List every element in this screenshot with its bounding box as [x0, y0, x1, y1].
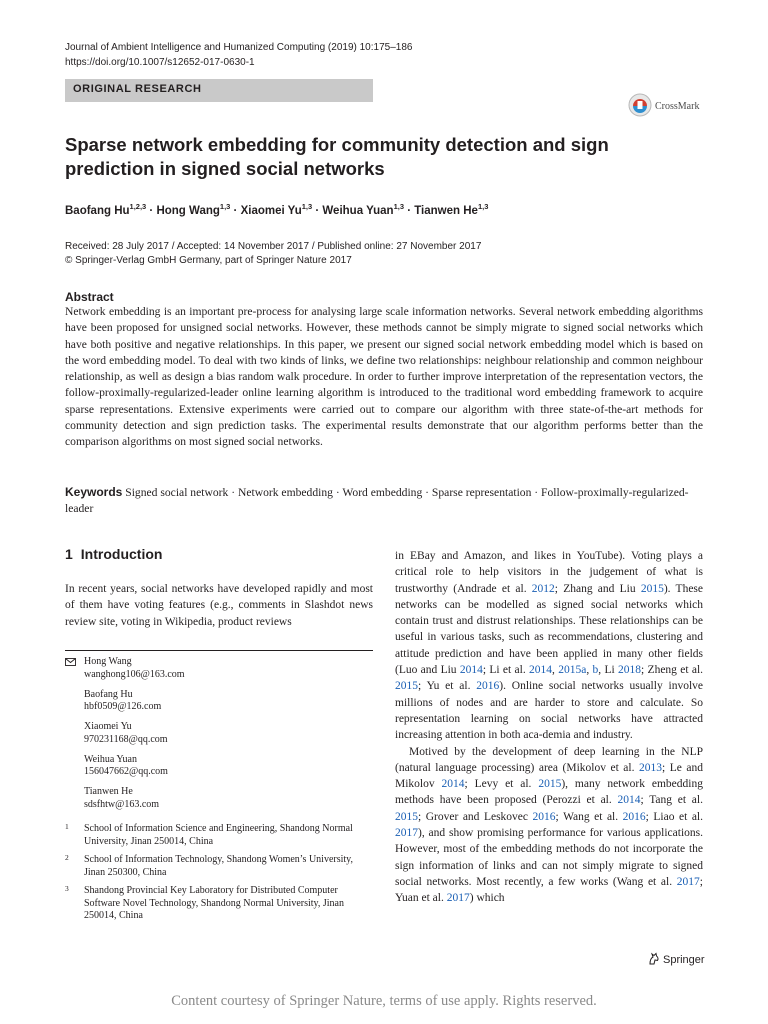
contact-name: Baofang Hu [84, 688, 133, 700]
citation-link[interactable]: 2016 [476, 680, 500, 693]
affiliation-number: 3 [65, 884, 69, 893]
affiliation-number: 2 [65, 853, 69, 862]
contact-email[interactable]: wanghong106@163.com [84, 668, 185, 680]
crossmark-icon [628, 93, 652, 117]
body-text: ; Liao et al. [645, 810, 703, 823]
author-name[interactable]: Tianwen He [414, 204, 478, 217]
publication-dates [65, 240, 481, 268]
keywords-label: Keywords [65, 485, 123, 499]
contact-entry [65, 721, 185, 746]
affiliation-entry [65, 885, 365, 923]
contact-email[interactable]: sdsfhtw@163.com [84, 798, 160, 810]
citation-link[interactable]: 2014 [459, 664, 483, 677]
doi-link[interactable]: https://doi.org/10.1007/s12652-017-0630-1 [65, 57, 255, 68]
intro-paragraph [395, 548, 703, 744]
author-affiliation-mark: 1,3 [301, 202, 313, 211]
affiliation-number: 1 [65, 822, 69, 831]
intro-left-paragraph: In recent years, social networks have developed rapidly and most of them have voting features (e.g., comments in Slashdot news review site, voting in Wikipedia, product reviews [65, 583, 373, 628]
contact-email[interactable]: 970231168@qq.com [84, 733, 168, 745]
section-title: Introduction [80, 546, 163, 562]
body-text: ), and show promising performance for various applications. However, most of the embedding methods do not incorporate the sign information of links and can not simply migrate to signed social networks. Most recently, a few works (Wang et al. [395, 827, 703, 888]
body-text: ) which [469, 892, 505, 905]
body-text: ; Yuan et al. [395, 875, 703, 905]
contact-email[interactable]: hbf0509@126.com [84, 701, 162, 712]
body-text: ). Online social networks usually involve millions of nodes and are harder to store and calculate. So representation learning on social networks have attracted increasing attention in both aca-demia and industry. [395, 680, 704, 742]
affiliation-text: Shandong Provincial Key Laboratory for Distributed Computer Software Novel Technology, Shandong Normal University, Jinan 250014, China [84, 885, 344, 921]
publisher-name: Springer [663, 954, 705, 966]
section-heading-introduction [65, 546, 162, 562]
author-name[interactable]: Baofang Hu [65, 204, 130, 217]
contact-entry [65, 754, 185, 779]
citation-link[interactable]: 2014 [529, 664, 553, 677]
author-separator: · [404, 204, 415, 217]
envelope-icon [65, 658, 76, 666]
affiliation-entry [65, 854, 365, 879]
title-line: Sparse network embedding for community detection and sign [65, 134, 609, 155]
crossmark-badge[interactable] [628, 93, 708, 119]
citation-link[interactable]: 2015 [538, 778, 562, 791]
body-text: ; Le and Mikolov [395, 761, 703, 791]
crossmark-label: CrossMark [655, 101, 700, 112]
author-affiliation-mark: 1,3 [219, 202, 231, 211]
body-text: ; Grover and Leskovec [418, 810, 533, 823]
body-text: ; Zhang and Liu [554, 582, 641, 595]
author-affiliation-mark: 1,3 [477, 202, 489, 211]
body-text: ). These networks can be modelled as signed social networks which contain trust and distrust relationships. These relationships can be useful in various tasks, such as recommendations, clustering and attitude prediction and have been applied in many other fields (Luo and Liu [395, 582, 704, 677]
section-number: 1 [65, 546, 73, 562]
journal-header [65, 40, 412, 70]
body-text: ; Zheng et al. [641, 664, 704, 677]
title-line: prediction in signed social networks [65, 158, 385, 179]
citation-link[interactable]: 2015a [558, 664, 587, 677]
citation-link[interactable]: 2016 [622, 810, 646, 823]
citation-link[interactable]: 2014 [441, 778, 465, 791]
keywords-list: Signed social network · Network embedding · Word embedding · Sparse representation · Follow-proximally-regularized-leader [65, 486, 689, 516]
body-text: in EBay and Amazon, and likes in YouTube). Voting plays a critical role to help visitors in the judgement of what is trustworthy (Andrade et al. [395, 550, 703, 595]
citation-link[interactable]: b [592, 664, 599, 677]
citation-link[interactable]: 2012 [531, 582, 555, 595]
intro-paragraph [395, 744, 703, 907]
contact-entry [65, 689, 185, 714]
body-text: ; Yu et al. [418, 680, 477, 693]
body-text: , [586, 664, 593, 677]
article-title [65, 133, 665, 181]
author-list [65, 202, 488, 217]
body-text: , Li [598, 664, 619, 677]
article-type-label: ORIGINAL RESEARCH [73, 83, 202, 95]
copyright-notice: © Springer-Verlag GmbH Germany, part of Springer Nature 2017 [65, 255, 352, 266]
springer-logo [648, 952, 705, 966]
abstract-text: Network embedding is an important pre-process for analysing large scale information networks. Several network embedding algorithms have been proposed for unsigned social networks. However, these methods cannot be simply migrate to signed social networks which have both positive and negative relationships. In this paper, we present our signed social network embedding model which is based on the word embedding model. To deal with two kinds of links, we define two relationships: neighbour relationship and common neighbour relationship, as well as design a bias random walk procedure. In order to further improve interpretation of the representation vectors, the follow-proximally-regularized-leader online learning algorithm is introduced to the traditional word embedding framework to acquire sparse representations. Extensive experiments were carried out to compare our algorithm with three state-of-the-art methods for community detection and sign prediction tasks. The experimental results demonstrate that our algorithm performs better than the comparison algorithms on most signed social networks. [65, 305, 703, 449]
article-type-banner [65, 79, 373, 102]
springer-horse-icon [648, 952, 660, 965]
author-name[interactable]: Hong Wang [156, 204, 220, 217]
author-name[interactable]: Xiaomei Yu [240, 204, 302, 217]
affiliations [65, 823, 365, 929]
courtesy-notice: Content courtesy of Springer Nature, terms of use apply. Rights reserved. [171, 993, 597, 1009]
body-text: Motived by the development of deep learning in the NLP (natural language processing) area (Mikolov et al. [395, 745, 703, 774]
author-separator: · [230, 204, 241, 217]
body-text: ; Wang et al. [555, 810, 623, 823]
date-history: Received: 28 July 2017 / Accepted: 14 November 2017 / Published online: 27 November 2017 [65, 241, 482, 252]
affiliation-text: School of Information Technology, Shandong Women’s University, Jinan 250300, China [84, 854, 354, 878]
citation-link[interactable]: 2018 [618, 664, 642, 677]
contact-entry [65, 786, 185, 811]
keywords-block [65, 484, 701, 518]
body-text: ; Tang et al. [640, 794, 703, 807]
body-text: ; Levy et al. [464, 778, 539, 791]
contact-name: Xiaomei Yu [84, 721, 132, 732]
author-contacts [65, 656, 185, 819]
author-name[interactable]: Weihua Yuan [322, 204, 394, 217]
citation-link[interactable]: 2013 [639, 761, 663, 774]
footnote-divider [65, 650, 373, 651]
body-text: ), many network embedding methods have been proposed (Perozzi et al. [395, 778, 703, 807]
citation-link[interactable]: 2017 [446, 892, 470, 905]
citation-link[interactable]: 2016 [532, 810, 556, 823]
intro-right-column [395, 548, 703, 907]
citation-link[interactable]: 2015 [395, 810, 418, 823]
journal-citation: Journal of Ambient Intelligence and Humanized Computing (2019) 10:175–186 [65, 42, 413, 53]
author-separator: · [146, 204, 157, 217]
citation-link[interactable]: 2017 [395, 827, 418, 840]
citation-link[interactable]: 2017 [676, 875, 700, 888]
contact-entry [65, 656, 185, 681]
body-text: ; Li et al. [482, 664, 530, 677]
affiliation-text: School of Information Science and Engineering, Shandong Normal University, Jinan 250014, China [84, 823, 353, 847]
author-affiliation-mark: 1,2,3 [129, 202, 147, 211]
contact-name: Weihua Yuan [84, 753, 137, 765]
contact-name: Hong Wang [84, 656, 132, 667]
affiliation-entry [65, 823, 365, 848]
abstract-heading: Abstract [65, 290, 114, 304]
author-affiliation-mark: 1,3 [393, 202, 404, 211]
citation-link[interactable]: 2014 [617, 794, 641, 807]
citation-link[interactable]: 2015 [640, 582, 664, 595]
citation-link[interactable]: 2015 [395, 680, 418, 693]
contact-name: Tianwen He [84, 786, 133, 797]
author-separator: · [312, 204, 323, 217]
contact-email[interactable]: 156047662@qq.com [84, 766, 168, 777]
body-text: , [552, 664, 559, 677]
